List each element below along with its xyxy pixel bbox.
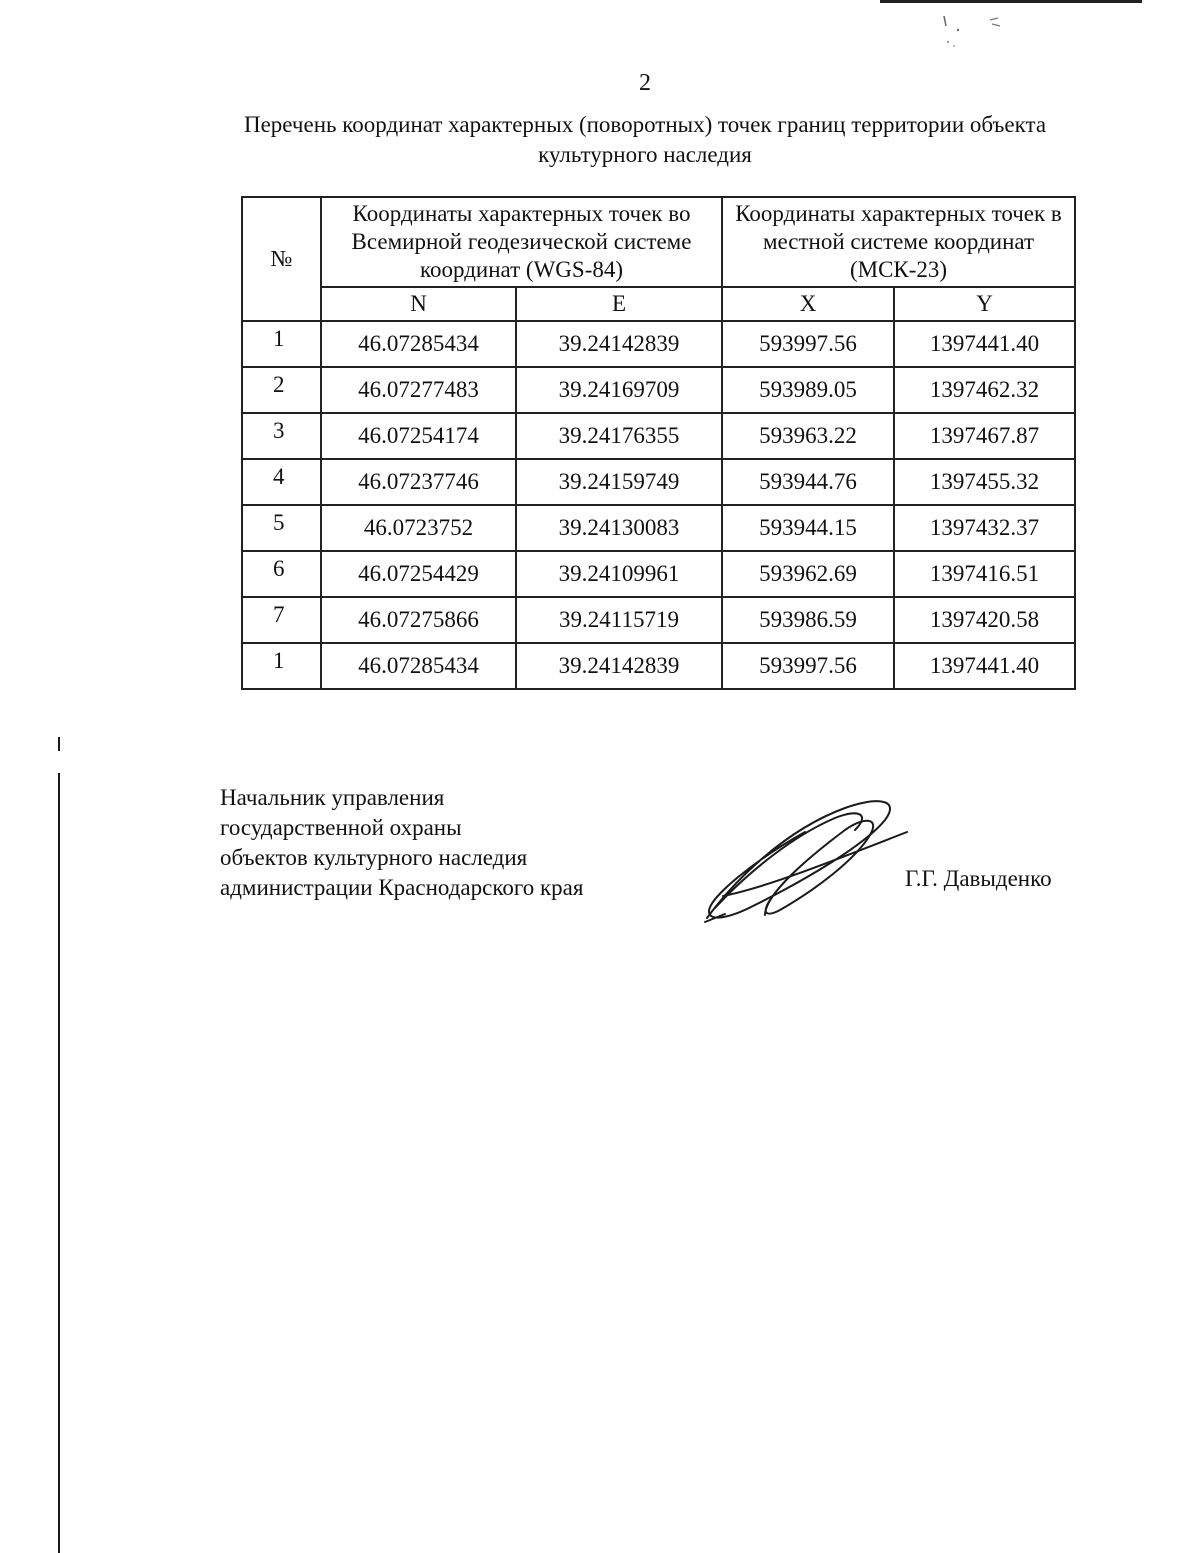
signee-name: Г.Г. Давыденко <box>905 866 1052 891</box>
signer-position <box>220 783 583 903</box>
column-header-n: N <box>321 287 516 321</box>
cell-e: 39.24142839 <box>516 643 722 689</box>
cell-y: 1397467.87 <box>894 413 1075 459</box>
table-row <box>242 321 1075 367</box>
cell-n: 46.07285434 <box>321 321 516 367</box>
cell-x: 593997.56 <box>722 643 894 689</box>
point-number: 7 <box>242 597 321 643</box>
cell-y: 1397441.40 <box>894 643 1075 689</box>
signer-line: государственной охраны <box>220 815 462 840</box>
table-row <box>242 505 1075 551</box>
cell-e: 39.24109961 <box>516 551 722 597</box>
table-row <box>242 643 1075 689</box>
table-row <box>242 597 1075 643</box>
coordinates-table <box>241 196 1076 690</box>
column-group-msk23: Координаты характерных точек в местной системе координат (МСК-23) <box>722 197 1075 287</box>
table-row <box>242 367 1075 413</box>
cell-x: 593997.56 <box>722 321 894 367</box>
top-edge-rule <box>880 0 1142 3</box>
signer-line: администрации Краснодарского края <box>220 875 584 900</box>
column-header-y: Y <box>894 287 1075 321</box>
table-row <box>242 459 1075 505</box>
cell-x: 593944.76 <box>722 459 894 505</box>
scan-margin-line <box>58 773 60 1553</box>
table-row <box>242 413 1075 459</box>
cell-n: 46.0723752 <box>321 505 516 551</box>
cell-n: 46.07285434 <box>321 643 516 689</box>
point-number: 5 <box>242 505 321 551</box>
cell-y: 1397432.37 <box>894 505 1075 551</box>
cell-x: 593963.22 <box>722 413 894 459</box>
cell-e: 39.24142839 <box>516 321 722 367</box>
cell-n: 46.07254174 <box>321 413 516 459</box>
cell-x: 593962.69 <box>722 551 894 597</box>
cell-y: 1397455.32 <box>894 459 1075 505</box>
cell-e: 39.24176355 <box>516 413 722 459</box>
cell-x: 593986.59 <box>722 597 894 643</box>
cell-x: 593989.05 <box>722 367 894 413</box>
signer-line: объектов культурного наследия <box>220 845 528 870</box>
scan-specks <box>940 10 1010 50</box>
cell-n: 46.07275866 <box>321 597 516 643</box>
point-number: 3 <box>242 413 321 459</box>
cell-y: 1397441.40 <box>894 321 1075 367</box>
signer-line: Начальник управления <box>220 785 445 810</box>
column-group-wgs84: Координаты характерных точек во Всемирной геодезической системе координат (WGS-84) <box>321 197 722 287</box>
column-header-x: X <box>722 287 894 321</box>
cell-e: 39.24159749 <box>516 459 722 505</box>
column-header-e: E <box>516 287 722 321</box>
point-number: 6 <box>242 551 321 597</box>
cell-y: 1397462.32 <box>894 367 1075 413</box>
table-row <box>242 551 1075 597</box>
point-number: 4 <box>242 459 321 505</box>
document-title: Перечень координат характерных (поворотных) точек границ территории объекта культурного наследия <box>243 112 1047 167</box>
cell-y: 1397420.58 <box>894 597 1075 643</box>
page-number: 2 <box>639 70 651 96</box>
cell-x: 593944.15 <box>722 505 894 551</box>
cell-n: 46.07277483 <box>321 367 516 413</box>
point-number: 1 <box>242 643 321 689</box>
cell-y: 1397416.51 <box>894 551 1075 597</box>
cell-e: 39.24130083 <box>516 505 722 551</box>
point-number: 2 <box>242 367 321 413</box>
column-header-number: № <box>242 197 321 321</box>
scan-margin-mark <box>58 737 60 751</box>
cell-n: 46.07237746 <box>321 459 516 505</box>
cell-e: 39.24115719 <box>516 597 722 643</box>
cell-e: 39.24169709 <box>516 367 722 413</box>
point-number: 1 <box>242 321 321 367</box>
cell-n: 46.07254429 <box>321 551 516 597</box>
handwritten-signature <box>695 790 915 930</box>
